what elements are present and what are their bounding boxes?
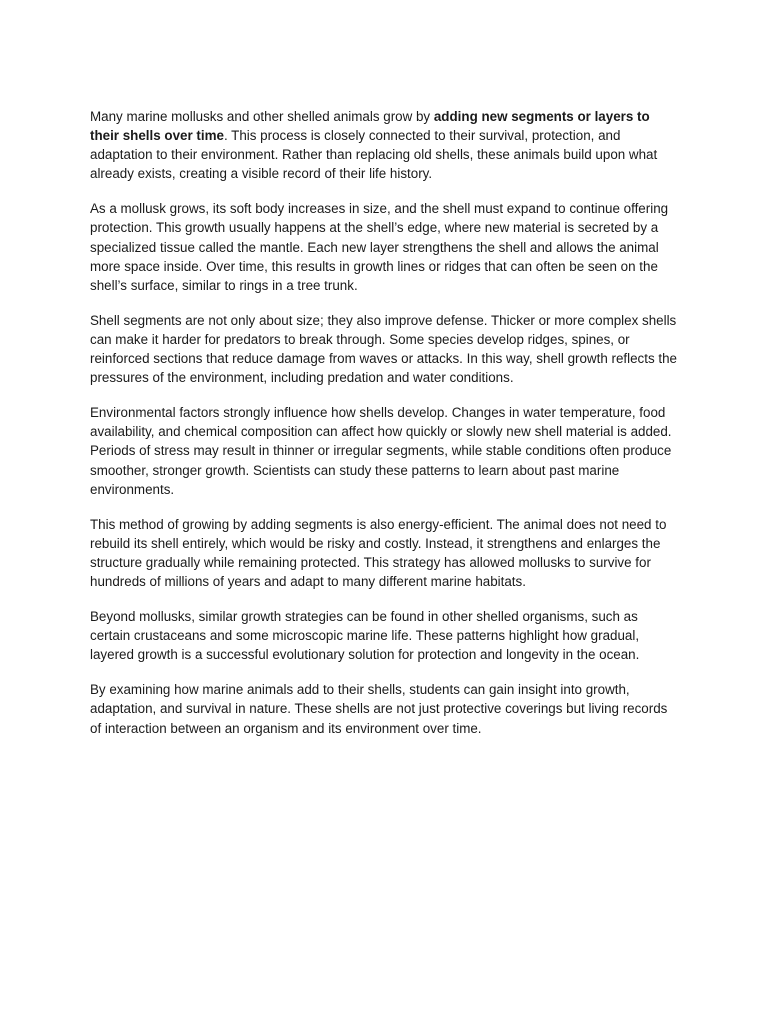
paragraph-conclusion: By examining how marine animals add to their shells, students can gain insight into growth, adaptation, and survival in nature. These shells are not just protective coverings but living records of interaction between an organism and its environment over time. [90, 682, 668, 736]
document-body [90, 107, 680, 754]
paragraph-intro [90, 107, 680, 183]
paragraph-environment: Environmental factors strongly influence how shells develop. Changes in water temperature, food availability, and chemical composition can affect how quickly or slowly new shell material is added. Periods of stress may result in thinner or irregular segments, while stable conditions often produce smoother, stronger growth. Scientists can study these patterns to learn about past marine environments. [90, 405, 672, 497]
paragraph-other-organisms: Beyond mollusks, similar growth strategies can be found in other shelled organisms, such as certain crustaceans and some microscopic marine life. These patterns highlight how gradual, layered growth is a successful evolutionary solution for protection and longevity in the ocean. [90, 609, 640, 663]
paragraph-growth: As a mollusk grows, its soft body increases in size, and the shell must expand to continue offering protection. This growth usually happens at the shell’s edge, where new material is secreted by a specialized tissue called the mantle. Each new layer strengthens the shell and allows the animal more space inside. Over time, this results in growth lines or ridges that can often be seen on the shell’s surface, similar to rings in a tree trunk. [90, 201, 669, 293]
paragraph-intro-emphasis: adding new segments or layers to their shells over time [90, 109, 650, 144]
paragraph-defense: Shell segments are not only about size; they also improve defense. Thicker or more complex shells can make it harder for predators to break through. Some species develop ridges, spines, or reinforced sections that reduce damage from waves or attacks. In this way, shell growth reflects the pressures of the environment, including predation and water conditions. [90, 312, 677, 386]
paragraph-intro-lead: Many marine mollusks and other shelled animals grow by [90, 109, 434, 124]
paragraph-intro-rest: . This process is closely connected to their survival, protection, and adaptation to their environment. Rather than replacing old shells, these animals build upon what already exists, creating a visible record of their life history. [90, 128, 658, 182]
paragraph-energy: This method of growing by adding segments is also energy-efficient. The animal does not need to rebuild its shell entirely, which would be risky and costly. Instead, it strengthens and enlarges the structure gradually while remaining protected. This strategy has allowed mollusks to survive for hundreds of millions of years and adapt to many different marine habitats. [90, 516, 667, 589]
